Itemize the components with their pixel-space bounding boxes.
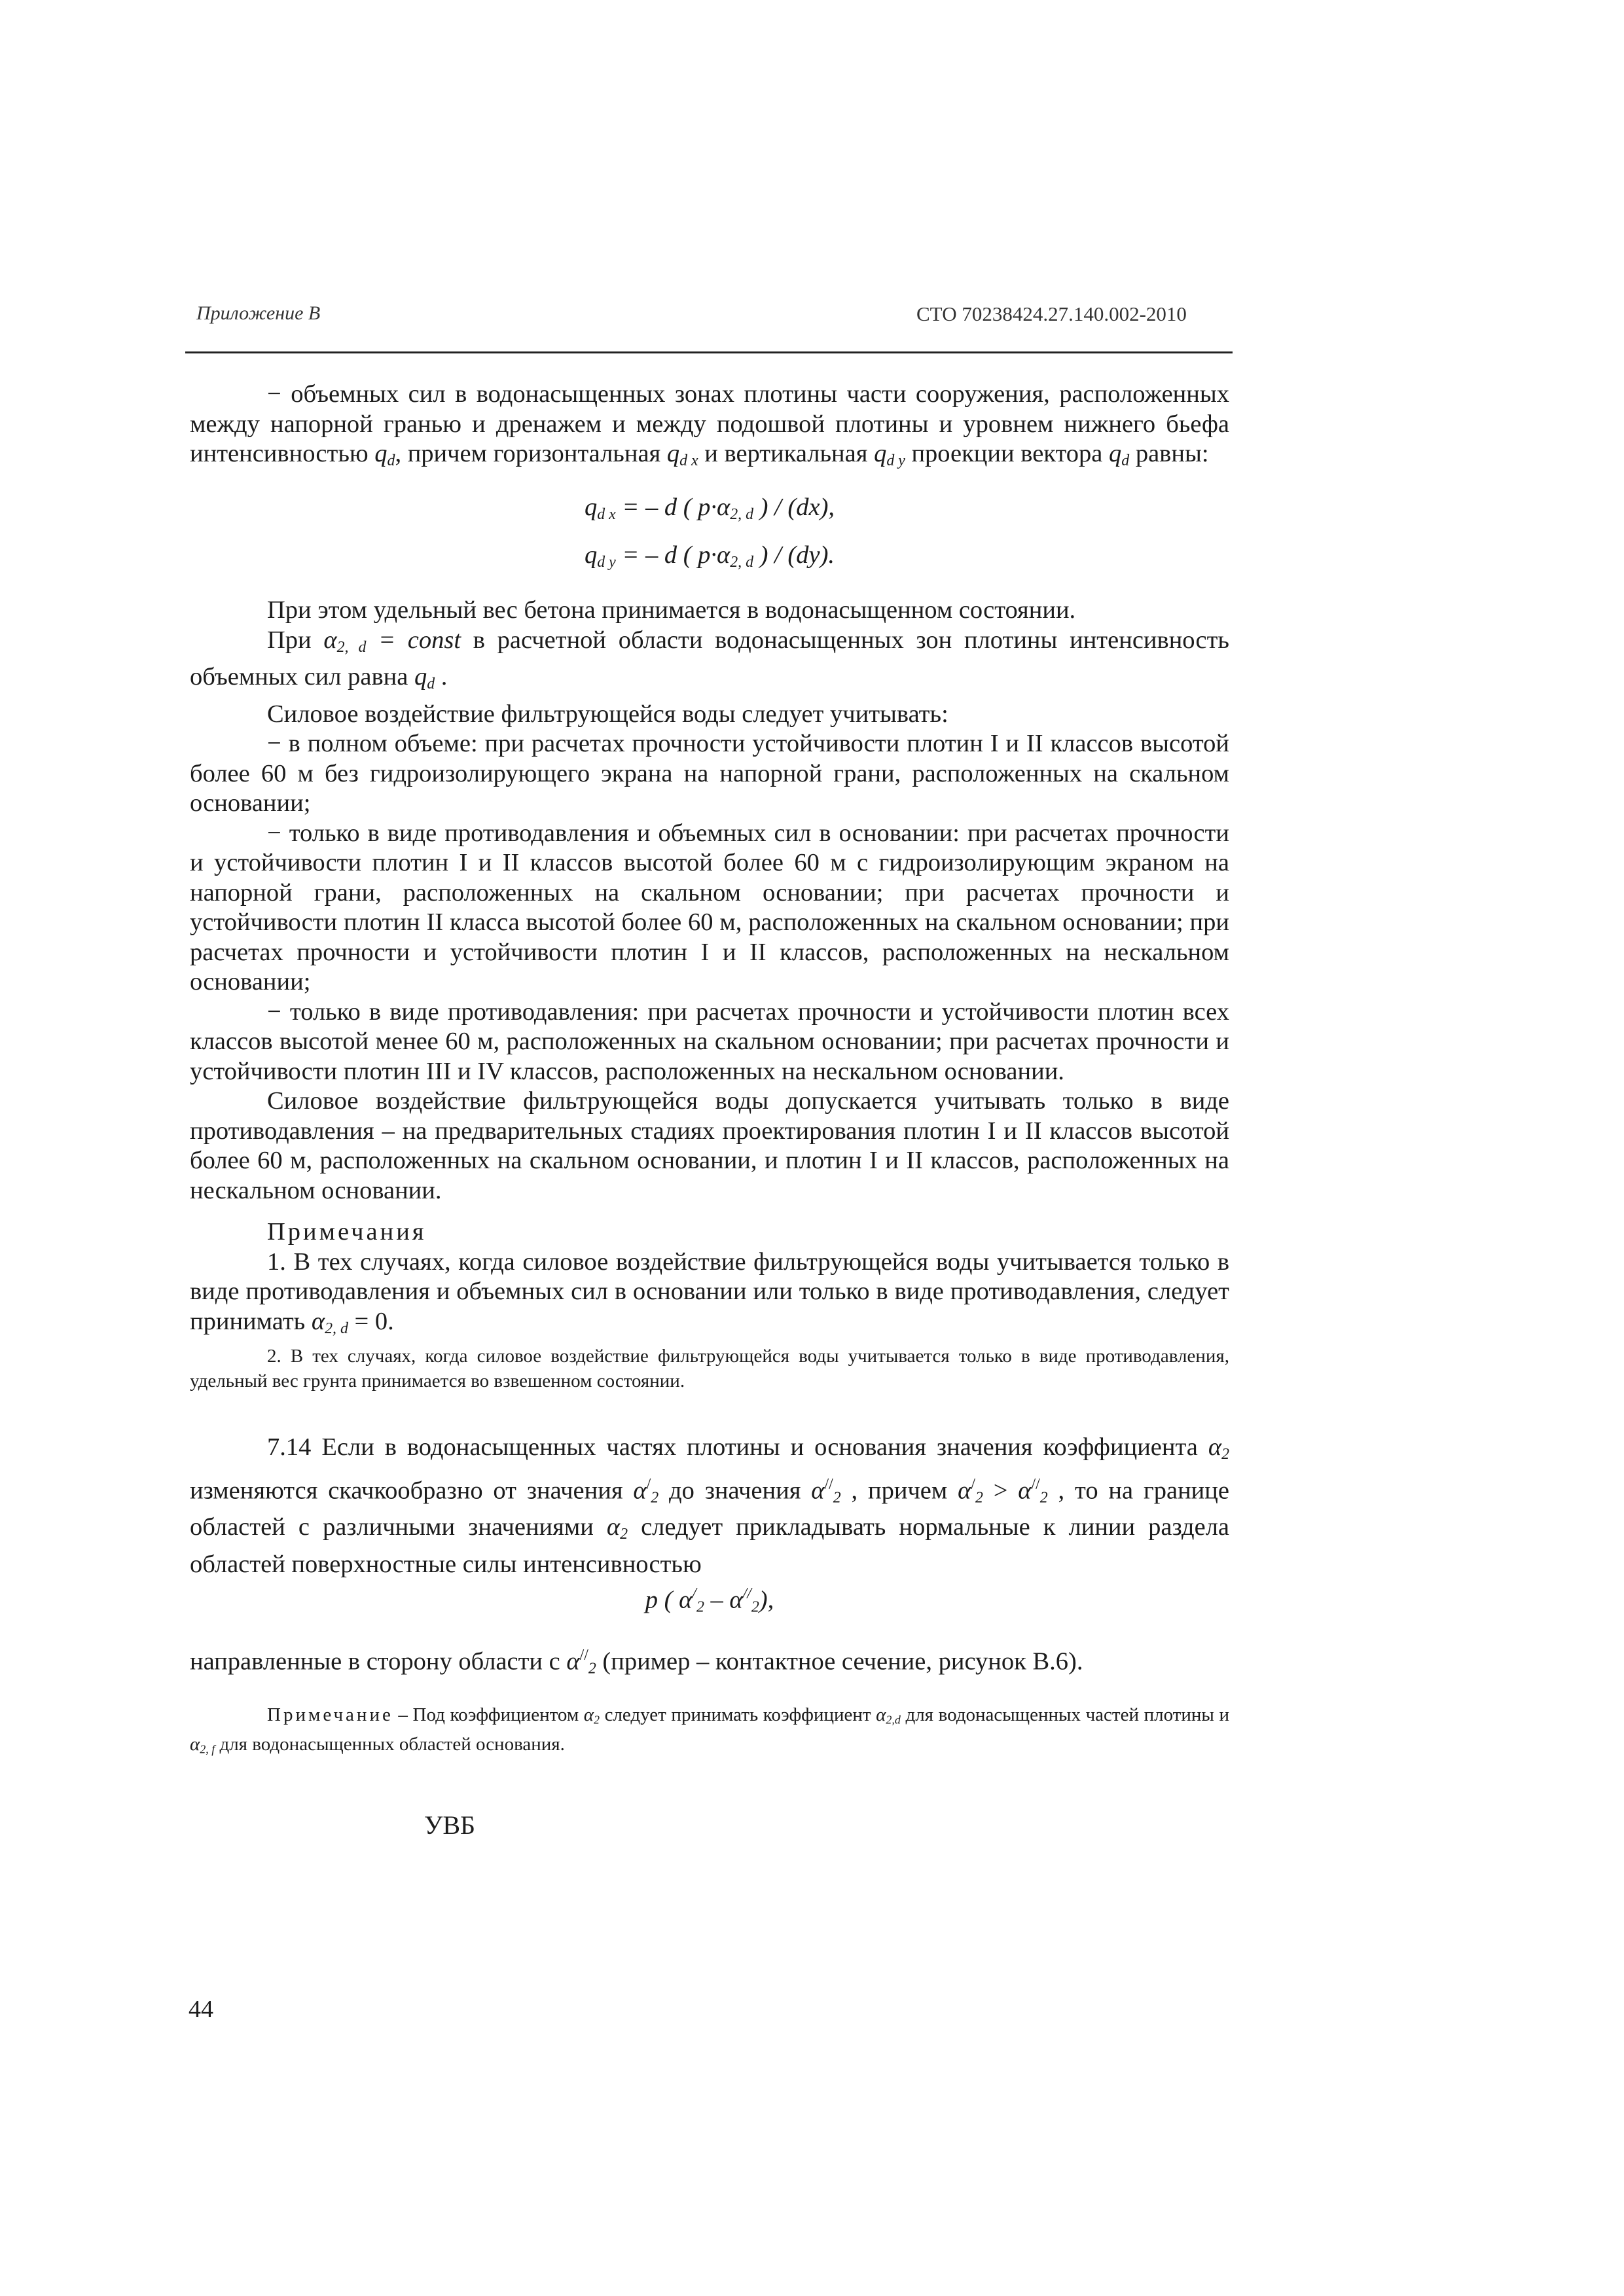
page-number: 44 (189, 1996, 213, 2023)
paragraph-preliminary-stages: Силовое воздействие фильтрующейся воды допускается учитывать только в виде противодавления – на предварительных стадиях проектирования плотин I и II классов высотой более 60 м, расположенных на скальном основании, и плотин I и II классов, расположенных на нескальном основании. (190, 1087, 1229, 1204)
list-item-counterpressure-volume: − только в виде противодавления и объемных сил в основании: при расчетах прочности и устойчивости плотин I и II классов высотой более 60 м с гидроизолирующим экраном на напорной грани, расположенных на скальном основании; при расчетах прочности и устойчивости плотин II класса высотой более 60 м, расположенных на скальном основании; при расчетах прочности и устойчивости плотин I и II классов, расположенных на нескальном основании; (190, 819, 1229, 996)
paragraph-volume-forces: − объемных сил в водонасыщенных зонах плотины части сооружения, расположенных между напорной гранью и дренажем и между подошвой плотины и уровнем нижнего бьефа интенсивностью $q_d$, причем горизонтальная $q_{d x}$ и вертикальная $q_{d y}$ проекции вектора $q_d$ равны: (190, 380, 1229, 469)
main-text (190, 380, 1229, 1762)
notes-title: Примечания (267, 1218, 427, 1246)
list-item-full-volume: − в полном объеме: при расчетах прочности устойчивости плотин I и II классов высотой более 60 м без гидроизолирующего экрана на напорной грани, расположенных на скальном основании; (190, 730, 1229, 817)
header-appendix-label: Приложение В (196, 302, 321, 324)
formula-qdy: $q_{d y}$ = – d ( $p\cdot\alpha_{2, d}$ ) / (dy). (584, 541, 835, 571)
header-standard-code: СТО 70238424.27.140.002-2010 (916, 302, 1187, 325)
paragraph-concrete-weight: При этом удельный вес бетона принимается в водонасыщенном состоянии. (267, 596, 1076, 624)
note-1: 1. В тех случаях, когда силовое воздействие фильтрующейся воды учитывается только в виде противодавления и объемных сил в основании или только в виде противодавления, следует принимать $\alpha_{2, d} = 0$. (190, 1247, 1229, 1337)
figure-label-uvb: УВБ (424, 1810, 475, 1840)
formula-qdx: $q_{d x}$ = – d ( $p\cdot\alpha_{2, d}$ ) / (dx), (584, 493, 835, 524)
note-2: 2. В тех случаях, когда силовое воздействие фильтрующейся воды учитывается только в виде противодавления, удельный вес грунта принимается во взвешенном состоянии. (190, 1346, 1229, 1392)
header-rule (185, 351, 1233, 353)
paragraph-alpha-const: При $\alpha_{2, d}$ = const в расчетной области водонасыщенных зон плотины интенсивность объемных сил равна $q_d$ . (190, 626, 1229, 693)
list-item-counterpressure-only: − только в виде противодавления: при расчетах прочности и устойчивости плотин всех классов высотой менее 60 м, расположенных на скальном основании; при расчетах прочности и устойчивости плотин III и IV классов, расположенных на нескальном основании. (190, 997, 1229, 1085)
note-coefficient: Примечание – Под коэффициентом $\alpha_2$ следует принимать коэффициент $\alpha_{2,d}$ для водонасыщенных частей плотины и $\alpha_{2, f}$ для водонасыщенных областей основания. (190, 1704, 1229, 1756)
section-7-14: 7.14 Если в водонасыщенных частях плотины и основания значения коэффициента $\alpha_2$ изменяются скачкообразно от значения $\alpha^/_2$ до значения $\alpha^{//}_2$ , причем $\alpha^/_2 > \alpha^{//}_2$ , то на границе областей с различными значениями $\alpha_2$ следует прикладывать нормальные к линии раздела областей поверхностные силы интенсивностью (190, 1433, 1229, 1578)
paragraph-direction: направленные в сторону области с $\alpha^{//}_2$ (пример – контактное сечение, рисунок В.6). (190, 1647, 1083, 1677)
formula-surface-force: p ( $\alpha^/_2 - \alpha^{//}_2$), (645, 1585, 774, 1616)
paragraph-filtration-intro: Силовое воздействие фильтрующейся воды следует учитывать: (267, 700, 948, 728)
